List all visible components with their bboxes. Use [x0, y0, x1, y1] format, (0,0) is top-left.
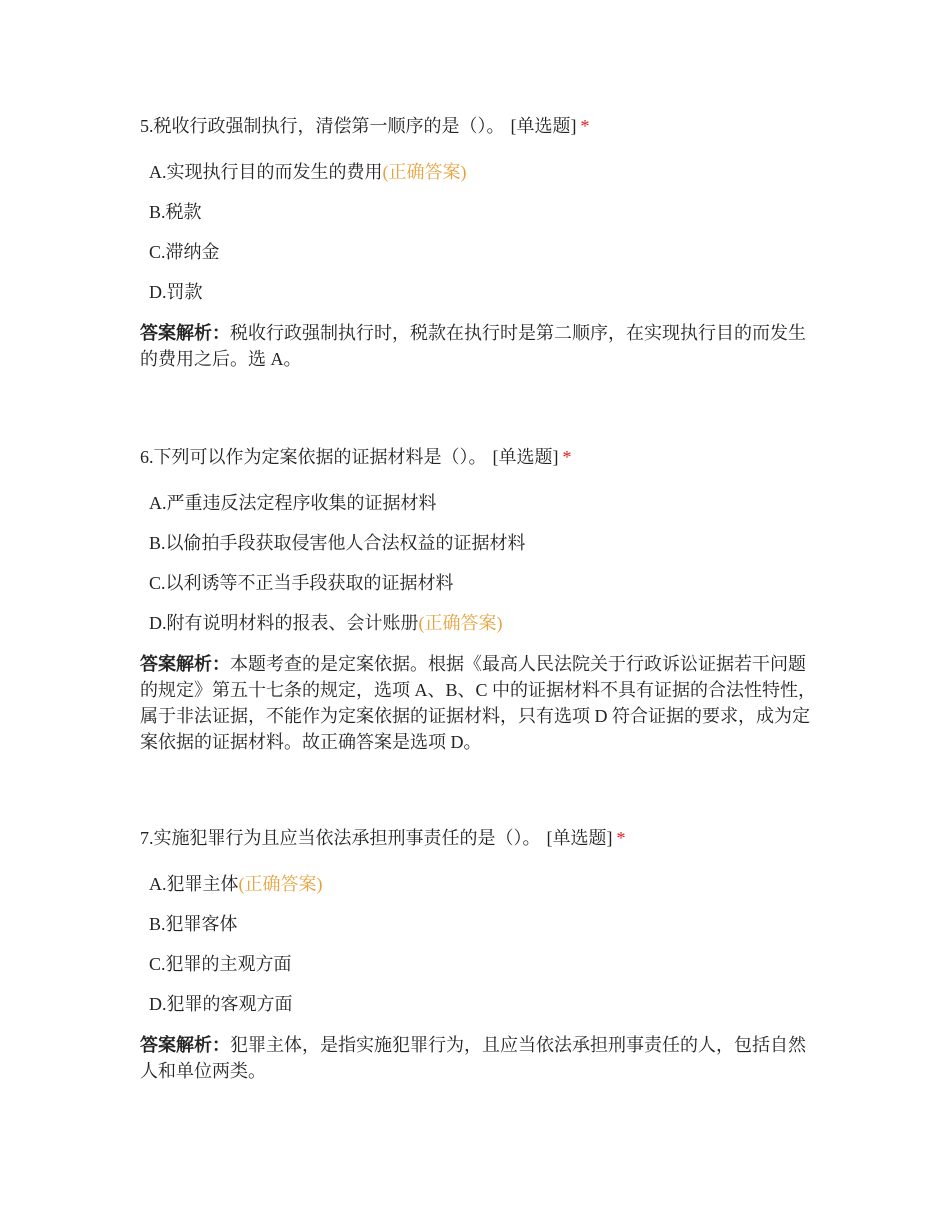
- correct-answer-tag: (正确答案): [238, 874, 323, 894]
- option-a: A.严重违反法定程序收集的证据材料: [149, 493, 437, 513]
- analysis-label: 答案解析：: [140, 654, 230, 674]
- question-title: [140, 113, 820, 139]
- answer-analysis: [140, 320, 820, 372]
- question-6: [140, 444, 820, 755]
- answer-analysis: [140, 1032, 820, 1084]
- correct-answer-tag: (正确答案): [382, 162, 467, 182]
- question-text: 7.实施犯罪行为且应当依法承担刑事责任的是（）。: [140, 828, 541, 848]
- question-type: [单选题]: [492, 447, 559, 467]
- question-title: [140, 825, 820, 851]
- analysis-text: 犯罪主体，是指实施犯罪行为，且应当依法承担刑事责任的人，包括自然人和单位两类。: [140, 1035, 806, 1081]
- question-title: [140, 444, 820, 470]
- option-d: D.附有说明材料的报表、会计账册(正确答案): [149, 613, 503, 633]
- options-list: [140, 864, 820, 1024]
- question-7: [140, 825, 820, 1084]
- question-5: [140, 113, 820, 372]
- option-c: C.滞纳金: [149, 242, 220, 262]
- option-d: D.罚款: [149, 282, 203, 302]
- option-b: B.税款: [149, 202, 202, 222]
- analysis-text: 税收行政强制执行时，税款在执行时是第二顺序，在实现执行目的而发生的费用之后。选 A。: [140, 323, 806, 369]
- correct-answer-tag: (正确答案): [418, 613, 503, 633]
- question-type: [单选题]: [546, 828, 613, 848]
- question-type: [单选题]: [510, 116, 577, 136]
- required-star: *: [616, 828, 626, 848]
- analysis-text: 本题考查的是定案依据。根据《最高人民法院关于行政诉讼证据若干问题的规定》第五十七条的规定，选项 A、B、C 中的证据材料不具有证据的合法性特性，属于非法证据，不能作为定案依据的证据材料，只有选项 D 符合证据的要求，成为定案依据的证据材料。故正确答案是选项 D。: [140, 654, 817, 752]
- options-list: [140, 152, 820, 312]
- option-a: A.实现执行目的而发生的费用(正确答案): [149, 162, 467, 182]
- option-d: D.犯罪的客观方面: [149, 994, 293, 1014]
- option-c: C.犯罪的主观方面: [149, 954, 292, 974]
- question-text: 6.下列可以作为定案依据的证据材料是（）。: [140, 447, 487, 467]
- option-b: B.犯罪客体: [149, 914, 238, 934]
- answer-analysis: [140, 651, 820, 755]
- option-a: A.犯罪主体(正确答案): [149, 874, 323, 894]
- option-b: B.以偷拍手段获取侵害他人合法权益的证据材料: [149, 533, 526, 553]
- option-c: C.以利诱等不正当手段获取的证据材料: [149, 573, 454, 593]
- analysis-label: 答案解析：: [140, 1035, 230, 1055]
- question-text: 5.税收行政强制执行，清偿第一顺序的是（）。: [140, 116, 505, 136]
- required-star: *: [580, 116, 590, 136]
- options-list: [140, 483, 820, 643]
- required-star: *: [562, 447, 572, 467]
- analysis-label: 答案解析：: [140, 323, 230, 343]
